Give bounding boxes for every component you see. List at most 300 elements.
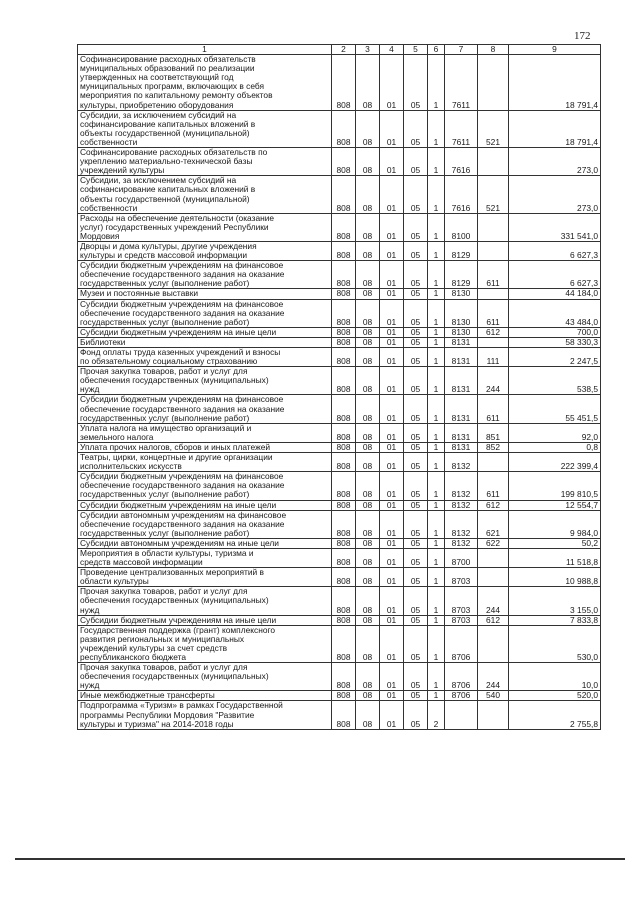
amount-cell: 199 810,5 [509, 472, 601, 500]
code-cell-7: 8130 [445, 299, 478, 327]
code-cell-3: 08 [356, 691, 380, 701]
code-cell-3: 08 [356, 367, 380, 395]
table-row [78, 701, 601, 729]
code-cell-6: 1 [428, 453, 445, 472]
amount-cell: 18 791,4 [509, 55, 601, 111]
code-cell-4: 01 [380, 472, 404, 500]
table-row [78, 615, 601, 625]
code-cell-7: 8703 [445, 587, 478, 615]
code-cell-2: 808 [332, 110, 356, 147]
code-cell-7: 8132 [445, 453, 478, 472]
row-name-cell: Театры, цирки, концертные и другие организации исполнительских искусств [78, 453, 332, 472]
code-cell-8 [478, 213, 509, 241]
code-cell-7: 8700 [445, 548, 478, 567]
code-cell-6: 1 [428, 663, 445, 691]
code-cell-6: 1 [428, 55, 445, 111]
code-cell-8 [478, 548, 509, 567]
code-cell-4: 01 [380, 176, 404, 213]
code-cell-6: 1 [428, 241, 445, 260]
table-row [78, 148, 601, 176]
code-cell-8: 611 [478, 395, 509, 423]
amount-cell: 11 518,8 [509, 548, 601, 567]
code-cell-2: 808 [332, 500, 356, 510]
code-cell-5: 05 [404, 423, 428, 442]
amount-cell: 50,2 [509, 538, 601, 548]
code-cell-4: 01 [380, 548, 404, 567]
code-cell-6: 1 [428, 148, 445, 176]
code-cell-3: 08 [356, 538, 380, 548]
code-cell-3: 08 [356, 510, 380, 538]
code-cell-7: 8131 [445, 337, 478, 347]
row-name-cell: Прочая закупка товаров, работ и услуг для обеспечения государственных (муниципальных) нужд [78, 663, 332, 691]
table-row [78, 548, 601, 567]
code-cell-8 [478, 625, 509, 662]
column-header-9: 9 [509, 45, 601, 55]
column-header-7: 7 [445, 45, 478, 55]
row-name-cell: Субсидии, за исключением субсидий на софинансирование капитальных вложений в объекты государственной (муниципальной) собственности [78, 176, 332, 213]
code-cell-3: 08 [356, 587, 380, 615]
code-cell-3: 08 [356, 442, 380, 452]
code-cell-2: 808 [332, 55, 356, 111]
amount-cell: 520,0 [509, 691, 601, 701]
code-cell-4: 01 [380, 625, 404, 662]
code-cell-7: 8129 [445, 261, 478, 289]
column-header-4: 4 [380, 45, 404, 55]
code-cell-7: 8131 [445, 423, 478, 442]
amount-cell: 538,5 [509, 367, 601, 395]
code-cell-3: 08 [356, 500, 380, 510]
table-row [78, 423, 601, 442]
code-cell-6: 1 [428, 510, 445, 538]
table-row [78, 299, 601, 327]
code-cell-2: 808 [332, 327, 356, 337]
code-cell-6: 2 [428, 701, 445, 729]
code-cell-5: 05 [404, 148, 428, 176]
code-cell-7: 8129 [445, 241, 478, 260]
table-row [78, 472, 601, 500]
code-cell-7: 8703 [445, 615, 478, 625]
code-cell-5: 05 [404, 663, 428, 691]
code-cell-6: 1 [428, 213, 445, 241]
table-row [78, 691, 601, 701]
code-cell-2: 808 [332, 625, 356, 662]
column-header-2: 2 [332, 45, 356, 55]
code-cell-3: 08 [356, 241, 380, 260]
code-cell-6: 1 [428, 299, 445, 327]
row-name-cell: Иные межбюджетные трансферты [78, 691, 332, 701]
code-cell-7: 8130 [445, 289, 478, 299]
code-cell-3: 08 [356, 615, 380, 625]
code-cell-8 [478, 148, 509, 176]
code-cell-5: 05 [404, 538, 428, 548]
code-cell-4: 01 [380, 615, 404, 625]
code-cell-8: 612 [478, 615, 509, 625]
table-row [78, 110, 601, 147]
row-name-cell: Прочая закупка товаров, работ и услуг для обеспечения государственных (муниципальных) нужд [78, 587, 332, 615]
code-cell-7: 7611 [445, 110, 478, 147]
amount-cell: 44 184,0 [509, 289, 601, 299]
row-name-cell: Проведение централизованных мероприятий в области культуры [78, 568, 332, 587]
code-cell-6: 1 [428, 327, 445, 337]
code-cell-2: 808 [332, 510, 356, 538]
code-cell-7 [445, 701, 478, 729]
table-row [78, 348, 601, 367]
code-cell-7: 8132 [445, 500, 478, 510]
code-cell-2: 808 [332, 213, 356, 241]
code-cell-5: 05 [404, 625, 428, 662]
code-cell-2: 808 [332, 289, 356, 299]
table-header-row [78, 45, 601, 55]
row-name-cell: Уплата прочих налогов, сборов и иных платежей [78, 442, 332, 452]
code-cell-8: 611 [478, 261, 509, 289]
row-name-cell: Музеи и постоянные выставки [78, 289, 332, 299]
row-name-cell: Субсидии автономным учреждениям на финансовое обеспечение государственного задания на оказание государственных услуг (выполнение работ) [78, 510, 332, 538]
code-cell-7: 8132 [445, 510, 478, 538]
code-cell-4: 01 [380, 299, 404, 327]
code-cell-7: 8706 [445, 691, 478, 701]
code-cell-7: 8100 [445, 213, 478, 241]
code-cell-4: 01 [380, 587, 404, 615]
table-row [78, 538, 601, 548]
row-name-cell: Государственная поддержка (грант) комплексного развития региональных и муниципальных учреждений культуры за счет средств республиканского бюджета [78, 625, 332, 662]
amount-cell: 331 541,0 [509, 213, 601, 241]
code-cell-5: 05 [404, 55, 428, 111]
code-cell-3: 08 [356, 289, 380, 299]
amount-cell: 2 247,5 [509, 348, 601, 367]
code-cell-3: 08 [356, 55, 380, 111]
row-name-cell: Субсидии бюджетным учреждениям на иные цели [78, 500, 332, 510]
code-cell-2: 808 [332, 538, 356, 548]
code-cell-2: 808 [332, 148, 356, 176]
code-cell-6: 1 [428, 548, 445, 567]
code-cell-5: 05 [404, 261, 428, 289]
code-cell-8: 611 [478, 299, 509, 327]
table-row [78, 213, 601, 241]
column-header-3: 3 [356, 45, 380, 55]
code-cell-4: 01 [380, 148, 404, 176]
code-cell-8: 612 [478, 500, 509, 510]
code-cell-5: 05 [404, 615, 428, 625]
amount-cell: 530,0 [509, 625, 601, 662]
table-row [78, 327, 601, 337]
code-cell-5: 05 [404, 327, 428, 337]
code-cell-7: 8706 [445, 625, 478, 662]
code-cell-6: 1 [428, 615, 445, 625]
row-name-cell: Субсидии бюджетным учреждениям на иные цели [78, 327, 332, 337]
code-cell-8 [478, 701, 509, 729]
code-cell-3: 08 [356, 423, 380, 442]
code-cell-4: 01 [380, 327, 404, 337]
amount-cell: 0,8 [509, 442, 601, 452]
code-cell-5: 05 [404, 701, 428, 729]
row-name-cell: Субсидии автономным учреждениям на иные цели [78, 538, 332, 548]
row-name-cell: Библиотеки [78, 337, 332, 347]
amount-cell: 58 330,3 [509, 337, 601, 347]
code-cell-4: 01 [380, 395, 404, 423]
code-cell-3: 08 [356, 110, 380, 147]
code-cell-8 [478, 453, 509, 472]
code-cell-2: 808 [332, 663, 356, 691]
code-cell-4: 01 [380, 510, 404, 538]
code-cell-7: 8703 [445, 568, 478, 587]
amount-cell: 3 155,0 [509, 587, 601, 615]
code-cell-6: 1 [428, 442, 445, 452]
code-cell-5: 05 [404, 241, 428, 260]
code-cell-3: 08 [356, 176, 380, 213]
code-cell-4: 01 [380, 663, 404, 691]
code-cell-5: 05 [404, 472, 428, 500]
column-header-1: 1 [78, 45, 332, 55]
code-cell-6: 1 [428, 395, 445, 423]
code-cell-2: 808 [332, 691, 356, 701]
table-row [78, 289, 601, 299]
code-cell-5: 05 [404, 289, 428, 299]
code-cell-8: 852 [478, 442, 509, 452]
code-cell-5: 05 [404, 395, 428, 423]
table-row [78, 55, 601, 111]
code-cell-2: 808 [332, 337, 356, 347]
code-cell-6: 1 [428, 568, 445, 587]
amount-cell: 10 988,8 [509, 568, 601, 587]
code-cell-2: 808 [332, 442, 356, 452]
code-cell-6: 1 [428, 337, 445, 347]
code-cell-5: 05 [404, 500, 428, 510]
column-header-8: 8 [478, 45, 509, 55]
code-cell-7: 8131 [445, 367, 478, 395]
code-cell-7: 7616 [445, 148, 478, 176]
code-cell-3: 08 [356, 453, 380, 472]
code-cell-3: 08 [356, 299, 380, 327]
code-cell-4: 01 [380, 423, 404, 442]
code-cell-4: 01 [380, 289, 404, 299]
code-cell-3: 08 [356, 148, 380, 176]
code-cell-5: 05 [404, 367, 428, 395]
row-name-cell: Софинансирование расходных обязательств по укреплению материально-технической базы учреждений культуры [78, 148, 332, 176]
code-cell-2: 808 [332, 701, 356, 729]
code-cell-6: 1 [428, 587, 445, 615]
code-cell-4: 01 [380, 213, 404, 241]
column-header-6: 6 [428, 45, 445, 55]
code-cell-7: 8132 [445, 472, 478, 500]
code-cell-2: 808 [332, 472, 356, 500]
row-name-cell: Субсидии бюджетным учреждениям на иные цели [78, 615, 332, 625]
table-row [78, 176, 601, 213]
amount-cell: 6 627,3 [509, 241, 601, 260]
table-row [78, 453, 601, 472]
amount-cell: 700,0 [509, 327, 601, 337]
code-cell-2: 808 [332, 367, 356, 395]
code-cell-2: 808 [332, 299, 356, 327]
code-cell-2: 808 [332, 241, 356, 260]
table-row [78, 241, 601, 260]
code-cell-8: 521 [478, 110, 509, 147]
code-cell-3: 08 [356, 568, 380, 587]
code-cell-8 [478, 289, 509, 299]
code-cell-2: 808 [332, 395, 356, 423]
code-cell-8: 244 [478, 367, 509, 395]
code-cell-2: 808 [332, 568, 356, 587]
code-cell-6: 1 [428, 367, 445, 395]
code-cell-5: 05 [404, 587, 428, 615]
code-cell-5: 05 [404, 213, 428, 241]
code-cell-8: 540 [478, 691, 509, 701]
amount-cell: 92,0 [509, 423, 601, 442]
row-name-cell: Субсидии бюджетным учреждениям на финансовое обеспечение государственного задания на оказание государственных услуг (выполнение работ) [78, 299, 332, 327]
row-name-cell: Расходы на обеспечение деятельности (оказание услуг) государственных учреждений Республики Мордовия [78, 213, 332, 241]
amount-cell: 18 791,4 [509, 110, 601, 147]
table-row [78, 395, 601, 423]
code-cell-7: 8706 [445, 663, 478, 691]
code-cell-2: 808 [332, 587, 356, 615]
amount-cell: 43 484,0 [509, 299, 601, 327]
code-cell-5: 05 [404, 110, 428, 147]
code-cell-7: 8131 [445, 395, 478, 423]
amount-cell: 12 554,7 [509, 500, 601, 510]
code-cell-3: 08 [356, 327, 380, 337]
code-cell-8: 612 [478, 327, 509, 337]
code-cell-4: 01 [380, 110, 404, 147]
table-row [78, 500, 601, 510]
code-cell-3: 08 [356, 701, 380, 729]
code-cell-3: 08 [356, 213, 380, 241]
code-cell-6: 1 [428, 472, 445, 500]
code-cell-5: 05 [404, 453, 428, 472]
code-cell-6: 1 [428, 110, 445, 147]
code-cell-7: 7611 [445, 55, 478, 111]
row-name-cell: Субсидии бюджетным учреждениям на финансовое обеспечение государственного задания на оказание государственных услуг (выполнение работ) [78, 472, 332, 500]
code-cell-3: 08 [356, 472, 380, 500]
amount-cell: 222 399,4 [509, 453, 601, 472]
code-cell-7: 8131 [445, 348, 478, 367]
code-cell-5: 05 [404, 176, 428, 213]
code-cell-8 [478, 55, 509, 111]
code-cell-6: 1 [428, 348, 445, 367]
code-cell-4: 01 [380, 348, 404, 367]
table-row [78, 510, 601, 538]
row-name-cell: Софинансирование расходных обязательств муниципальных образований по реализации утвержденных на соответствующий год муниципальных программ, включающих в себя мероприятия по капитальному ремонту объектов культуры, приобретению оборудования [78, 55, 332, 111]
code-cell-6: 1 [428, 625, 445, 662]
code-cell-5: 05 [404, 510, 428, 538]
code-cell-4: 01 [380, 538, 404, 548]
code-cell-7: 8130 [445, 327, 478, 337]
amount-cell: 6 627,3 [509, 261, 601, 289]
amount-cell: 55 451,5 [509, 395, 601, 423]
code-cell-6: 1 [428, 176, 445, 213]
code-cell-6: 1 [428, 500, 445, 510]
code-cell-5: 05 [404, 337, 428, 347]
code-cell-3: 08 [356, 548, 380, 567]
amount-cell: 10,0 [509, 663, 601, 691]
code-cell-6: 1 [428, 289, 445, 299]
code-cell-4: 01 [380, 453, 404, 472]
code-cell-4: 01 [380, 241, 404, 260]
table-row [78, 367, 601, 395]
code-cell-3: 08 [356, 348, 380, 367]
code-cell-6: 1 [428, 691, 445, 701]
code-cell-6: 1 [428, 261, 445, 289]
amount-cell: 273,0 [509, 176, 601, 213]
table-row [78, 261, 601, 289]
code-cell-4: 01 [380, 55, 404, 111]
code-cell-8 [478, 241, 509, 260]
page-bottom-rule [15, 858, 625, 860]
code-cell-8 [478, 568, 509, 587]
table-row [78, 442, 601, 452]
code-cell-8: 851 [478, 423, 509, 442]
table-row [78, 663, 601, 691]
amount-cell: 7 833,8 [509, 615, 601, 625]
code-cell-7: 8132 [445, 538, 478, 548]
row-name-cell: Субсидии, за исключением субсидий на софинансирование капитальных вложений в объекты государственной (муниципальной) собственности [78, 110, 332, 147]
code-cell-3: 08 [356, 663, 380, 691]
amount-cell: 273,0 [509, 148, 601, 176]
row-name-cell: Субсидии бюджетным учреждениям на финансовое обеспечение государственного задания на оказание государственных услуг (выполнение работ) [78, 261, 332, 289]
code-cell-5: 05 [404, 299, 428, 327]
code-cell-8: 622 [478, 538, 509, 548]
table-row [78, 625, 601, 662]
code-cell-5: 05 [404, 348, 428, 367]
row-name-cell: Мероприятия в области культуры, туризма и средств массовой информации [78, 548, 332, 567]
code-cell-4: 01 [380, 367, 404, 395]
row-name-cell: Уплата налога на имущество организаций и земельного налога [78, 423, 332, 442]
code-cell-3: 08 [356, 395, 380, 423]
code-cell-2: 808 [332, 423, 356, 442]
code-cell-8: 521 [478, 176, 509, 213]
code-cell-7: 7616 [445, 176, 478, 213]
code-cell-7: 8131 [445, 442, 478, 452]
row-name-cell: Субсидии бюджетным учреждениям на финансовое обеспечение государственного задания на оказание государственных услуг (выполнение работ) [78, 395, 332, 423]
code-cell-5: 05 [404, 691, 428, 701]
code-cell-4: 01 [380, 691, 404, 701]
code-cell-8: 244 [478, 587, 509, 615]
table-row [78, 587, 601, 615]
code-cell-2: 808 [332, 548, 356, 567]
code-cell-2: 808 [332, 453, 356, 472]
code-cell-3: 08 [356, 261, 380, 289]
code-cell-8: 244 [478, 663, 509, 691]
page-number: 172 [574, 30, 591, 42]
code-cell-6: 1 [428, 423, 445, 442]
code-cell-4: 01 [380, 261, 404, 289]
column-header-5: 5 [404, 45, 428, 55]
amount-cell: 2 755,8 [509, 701, 601, 729]
code-cell-5: 05 [404, 568, 428, 587]
code-cell-8 [478, 337, 509, 347]
row-name-cell: Дворцы и дома культуры, другие учреждения культуры и средств массовой информации [78, 241, 332, 260]
row-name-cell: Фонд оплаты труда казенных учреждений и взносы по обязательному социальному страхованию [78, 348, 332, 367]
code-cell-4: 01 [380, 500, 404, 510]
row-name-cell: Прочая закупка товаров, работ и услуг для обеспечения государственных (муниципальных) нужд [78, 367, 332, 395]
code-cell-8: 111 [478, 348, 509, 367]
code-cell-4: 01 [380, 442, 404, 452]
table-row [78, 337, 601, 347]
table-row [78, 568, 601, 587]
code-cell-2: 808 [332, 176, 356, 213]
budget-table [77, 44, 601, 730]
code-cell-8: 621 [478, 510, 509, 538]
code-cell-5: 05 [404, 442, 428, 452]
code-cell-2: 808 [332, 261, 356, 289]
code-cell-2: 808 [332, 348, 356, 367]
code-cell-2: 808 [332, 615, 356, 625]
code-cell-6: 1 [428, 538, 445, 548]
code-cell-4: 01 [380, 701, 404, 729]
code-cell-3: 08 [356, 337, 380, 347]
row-name-cell: Подпрограмма «Туризм» в рамках Государственной программы Республики Мордовия "Развитие культуры и туризма" на 2014-2018 годы [78, 701, 332, 729]
code-cell-3: 08 [356, 625, 380, 662]
code-cell-4: 01 [380, 337, 404, 347]
code-cell-5: 05 [404, 548, 428, 567]
